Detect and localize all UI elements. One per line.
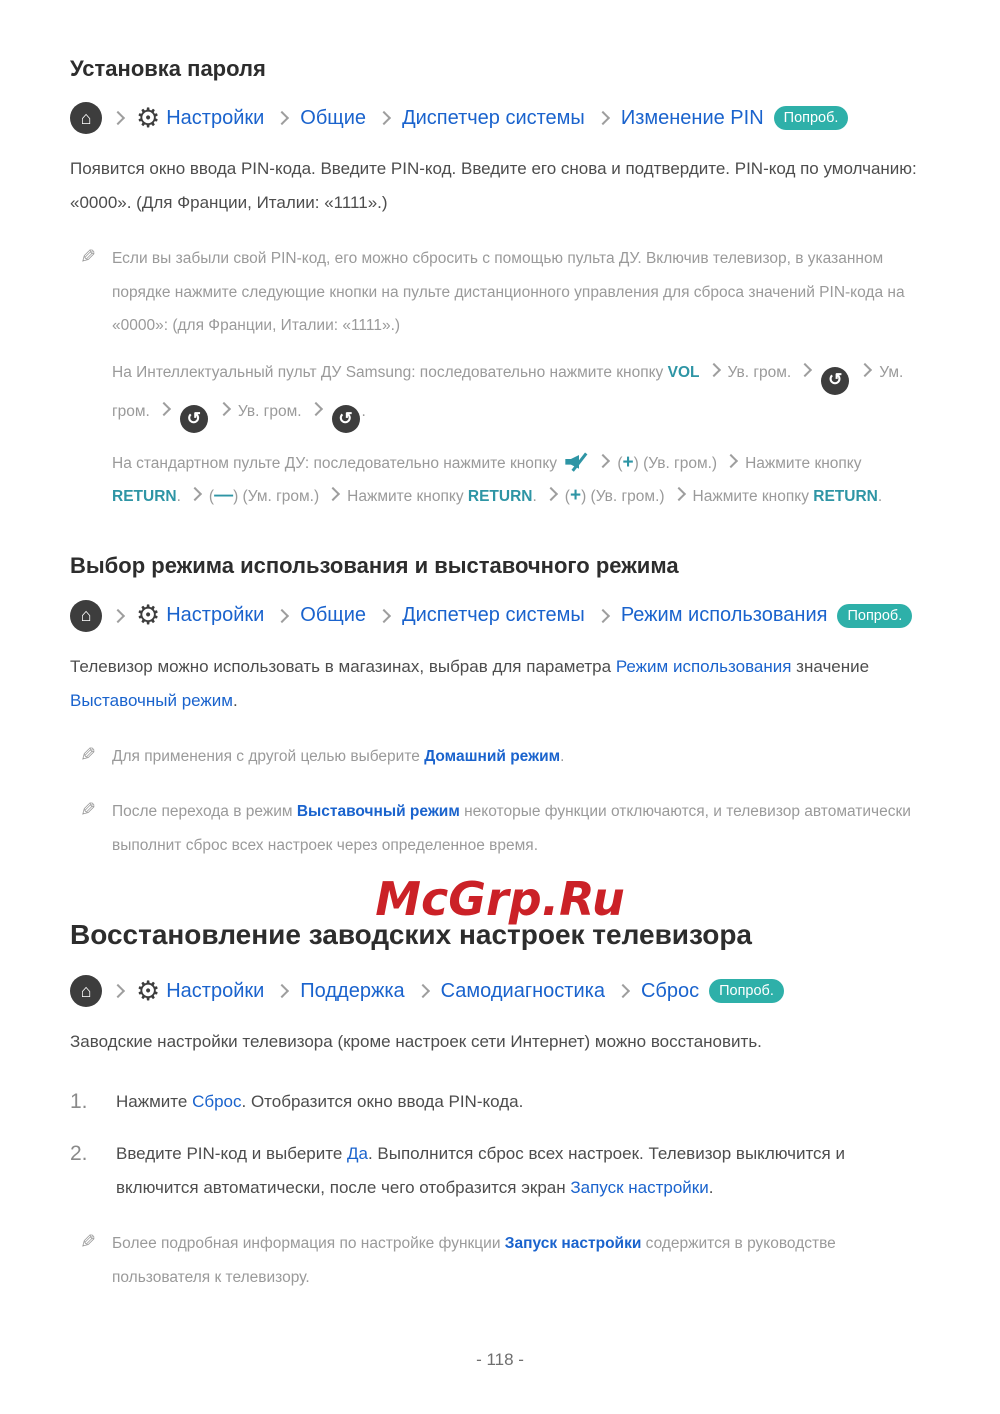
step-item-1: [70, 1085, 930, 1119]
chevron-right-icon: [111, 609, 125, 623]
note-paragraph-forgot-pin: [112, 242, 930, 342]
breadcrumb-reset: Сброс: [640, 979, 700, 1002]
section-title-factory-reset: Восстановление заводских настроек телевизора: [70, 918, 753, 950]
text-segment: На стандартном пульте ДУ: последовательно нажмите кнопку: [112, 454, 562, 472]
text-segment: значение: [791, 656, 874, 676]
paragraph-pin-entry: [70, 152, 930, 220]
text-segment: некоторые функции отключаются, и телевизор автоматически выполнит сброс всех настроек через определенное время.: [112, 803, 916, 854]
return-button-icon: ↺: [821, 367, 849, 395]
text-segment: .: [560, 747, 565, 765]
paragraph-factory-reset: [70, 1025, 930, 1059]
term-retail-mode: Выставочный режим: [296, 803, 460, 821]
chevron-right-icon: [157, 402, 171, 416]
note-pencil-icon: ✎: [80, 247, 96, 269]
term-start-setup: Запуск настройки: [570, 1178, 709, 1198]
term-retail-mode: Выставочный режим: [70, 690, 233, 710]
step-item-2: [70, 1137, 930, 1205]
chevron-right-icon: [671, 487, 685, 501]
chevron-right-icon: [416, 984, 430, 998]
breadcrumb-change-pin-path: [70, 102, 930, 134]
text-segment: .: [708, 1178, 714, 1198]
step-text: [116, 1137, 930, 1205]
term-home-mode: Домашний режим: [424, 747, 561, 765]
text-segment: .: [233, 690, 238, 710]
text-segment: . Отобразится окно ввода PIN-кода.: [241, 1092, 524, 1112]
note-body: [112, 795, 930, 862]
mute-button-icon: [564, 452, 586, 472]
note-paragraph-retail-mode: [112, 795, 930, 862]
note-pencil-icon: ✎: [80, 800, 96, 822]
note-paragraph-smart-remote: [112, 356, 930, 433]
term-reset: Сброс: [192, 1092, 242, 1112]
chevron-right-icon: [798, 363, 812, 377]
volume-up-icon: +: [622, 451, 634, 473]
page-number: - 118 -: [476, 1350, 524, 1369]
chevron-right-icon: [275, 111, 289, 125]
note-body: [112, 242, 930, 513]
return-button-label: RETURN: [467, 488, 533, 506]
chevron-right-icon: [217, 402, 231, 416]
section-title-usage-mode: Выбор режима использования и выставочного режима: [70, 553, 679, 579]
vol-button-label: VOL: [667, 364, 700, 382]
return-button-icon: ↺: [332, 405, 360, 433]
text-segment: Более подробная информация по настройке функции: [112, 1235, 505, 1253]
chevron-right-icon: [724, 454, 738, 468]
breadcrumb-settings: Настройки: [166, 106, 265, 129]
note-start-setup: [70, 1227, 930, 1294]
text-segment: . Выполнится сброс всех настроек. Телевизор выключится и включится автоматически, после чего отобразится экран: [116, 1144, 850, 1198]
breadcrumb-reset-path: [70, 975, 930, 1007]
term-start-setup: Запуск настройки: [504, 1235, 642, 1253]
text-segment: После перехода в режим: [112, 803, 297, 821]
text-segment: Появится окно ввода PIN-кода. Введите PIN-код. Введите его снова и подтвердите. PIN-код по умолчанию: «0000». (Для Франции, Италии: «1111».): [70, 159, 922, 213]
text-segment: Нажмите кнопку: [745, 454, 866, 472]
chevron-right-icon: [111, 111, 125, 125]
note-paragraph-standard-remote: [112, 447, 930, 514]
settings-gear-icon: ⚙: [136, 102, 161, 133]
chevron-right-icon: [308, 402, 322, 416]
text-segment: На Интеллектуальный пульт ДУ Samsung: последовательно нажмите кнопку: [112, 364, 668, 382]
text-segment: .: [877, 488, 883, 506]
home-icon: ⌂: [70, 975, 102, 1007]
breadcrumb-settings: Настройки: [166, 604, 265, 627]
text-segment: Заводские настройки телевизора (кроме настроек сети Интернет) можно восстановить.: [70, 1032, 762, 1052]
step-number: 1.: [70, 1090, 88, 1114]
return-button-label: RETURN: [112, 488, 177, 506]
volume-down-icon: —: [214, 485, 234, 507]
numbered-steps: [70, 1085, 930, 1205]
note-pencil-icon: ✎: [80, 744, 96, 766]
chevron-right-icon: [275, 609, 289, 623]
text-segment: Телевизор можно использовать в магазинах, выбрав для параметра: [70, 656, 616, 676]
text-segment: ) (Ум. гром.): [233, 488, 320, 506]
settings-gear-icon: ⚙: [136, 975, 161, 1006]
chevron-right-icon: [377, 111, 391, 125]
text-segment: Для применения с другой целью выберите: [112, 747, 425, 765]
breadcrumb-usage-mode-path: [70, 600, 930, 632]
chevron-right-icon: [858, 363, 872, 377]
text-segment: Ув. гром.: [237, 402, 302, 420]
note-retail-mode: [70, 795, 930, 862]
breadcrumb-usage-mode: Режим использования: [620, 604, 828, 627]
try-now-badge: Попроб.: [837, 604, 912, 628]
try-now-badge: Попроб.: [774, 106, 849, 130]
chevron-right-icon: [377, 609, 391, 623]
text-segment: .: [361, 402, 366, 420]
text-segment: (: [564, 488, 570, 506]
chevron-right-icon: [544, 487, 558, 501]
step-number: 2.: [70, 1142, 88, 1166]
breadcrumb-change-pin: Изменение PIN: [620, 106, 764, 129]
text-segment: Нажмите: [116, 1092, 193, 1112]
chevron-right-icon: [275, 984, 289, 998]
text-segment: ) (Ув. гром.): [581, 488, 665, 506]
text-segment: Нажмите кнопку: [692, 488, 814, 506]
note-body: [112, 740, 930, 773]
breadcrumb-general: Общие: [300, 604, 367, 627]
chevron-right-icon: [596, 609, 610, 623]
home-icon: ⌂: [70, 600, 102, 632]
text-segment: (: [617, 454, 623, 472]
chevron-right-icon: [111, 984, 125, 998]
home-icon: ⌂: [70, 102, 102, 134]
note-pin-reset: [70, 242, 930, 513]
section-title-set-password: Установка пароля: [70, 56, 266, 81]
return-button-label: RETURN: [813, 488, 878, 506]
text-segment: (: [208, 488, 215, 506]
text-segment: ) (Ув. гром.): [633, 454, 718, 472]
breadcrumb-support: Поддержка: [300, 979, 405, 1002]
step-text: [116, 1085, 930, 1119]
note-pencil-icon: ✎: [80, 1232, 96, 1254]
breadcrumb-system-manager: Диспетчер системы: [402, 604, 585, 627]
volume-up-icon: +: [569, 485, 582, 507]
try-now-badge: Попроб.: [709, 979, 784, 1003]
text-segment: Ув. гром.: [727, 364, 792, 382]
text-segment: Если вы забыли свой PIN-код, его можно сбросить с помощью пульта ДУ. Включив телевизор, в указанном порядке нажмите следующие кнопки на пульте дистанционного управления для сброса значений PIN-кода на «0000»: (для Франции, Италии: «1111».): [112, 250, 909, 335]
note-paragraph-home-mode: [112, 740, 930, 773]
note-body: [112, 1227, 930, 1294]
text-segment: Введите PIN-код и выберите: [116, 1144, 347, 1164]
breadcrumb-system-manager: Диспетчер системы: [402, 106, 585, 129]
chevron-right-icon: [706, 363, 720, 377]
chevron-right-icon: [326, 487, 340, 501]
chevron-right-icon: [616, 984, 630, 998]
text-segment: Ум. гром.: [112, 364, 908, 420]
text-segment: .: [176, 488, 181, 506]
paragraph-usage-mode: [70, 650, 930, 718]
settings-gear-icon: ⚙: [136, 600, 161, 631]
breadcrumb-self-diagnosis: Самодиагностика: [440, 979, 605, 1002]
text-segment: Нажмите кнопку: [347, 488, 468, 506]
note-paragraph-start-setup: [112, 1227, 930, 1294]
chevron-right-icon: [596, 454, 610, 468]
breadcrumb-general: Общие: [300, 106, 367, 129]
text-segment: содержится в руководстве пользователя к телевизору.: [112, 1235, 841, 1286]
chevron-right-icon: [596, 111, 610, 125]
term-yes: Да: [347, 1144, 368, 1164]
chevron-right-icon: [188, 487, 202, 501]
breadcrumb-settings: Настройки: [166, 979, 265, 1002]
return-button-icon: ↺: [180, 405, 208, 433]
text-segment: .: [532, 488, 537, 506]
mcgrp-watermark: McGrp.Ru: [375, 871, 625, 926]
term-usage-mode: Режим использования: [615, 656, 792, 676]
note-home-mode: [70, 740, 930, 773]
